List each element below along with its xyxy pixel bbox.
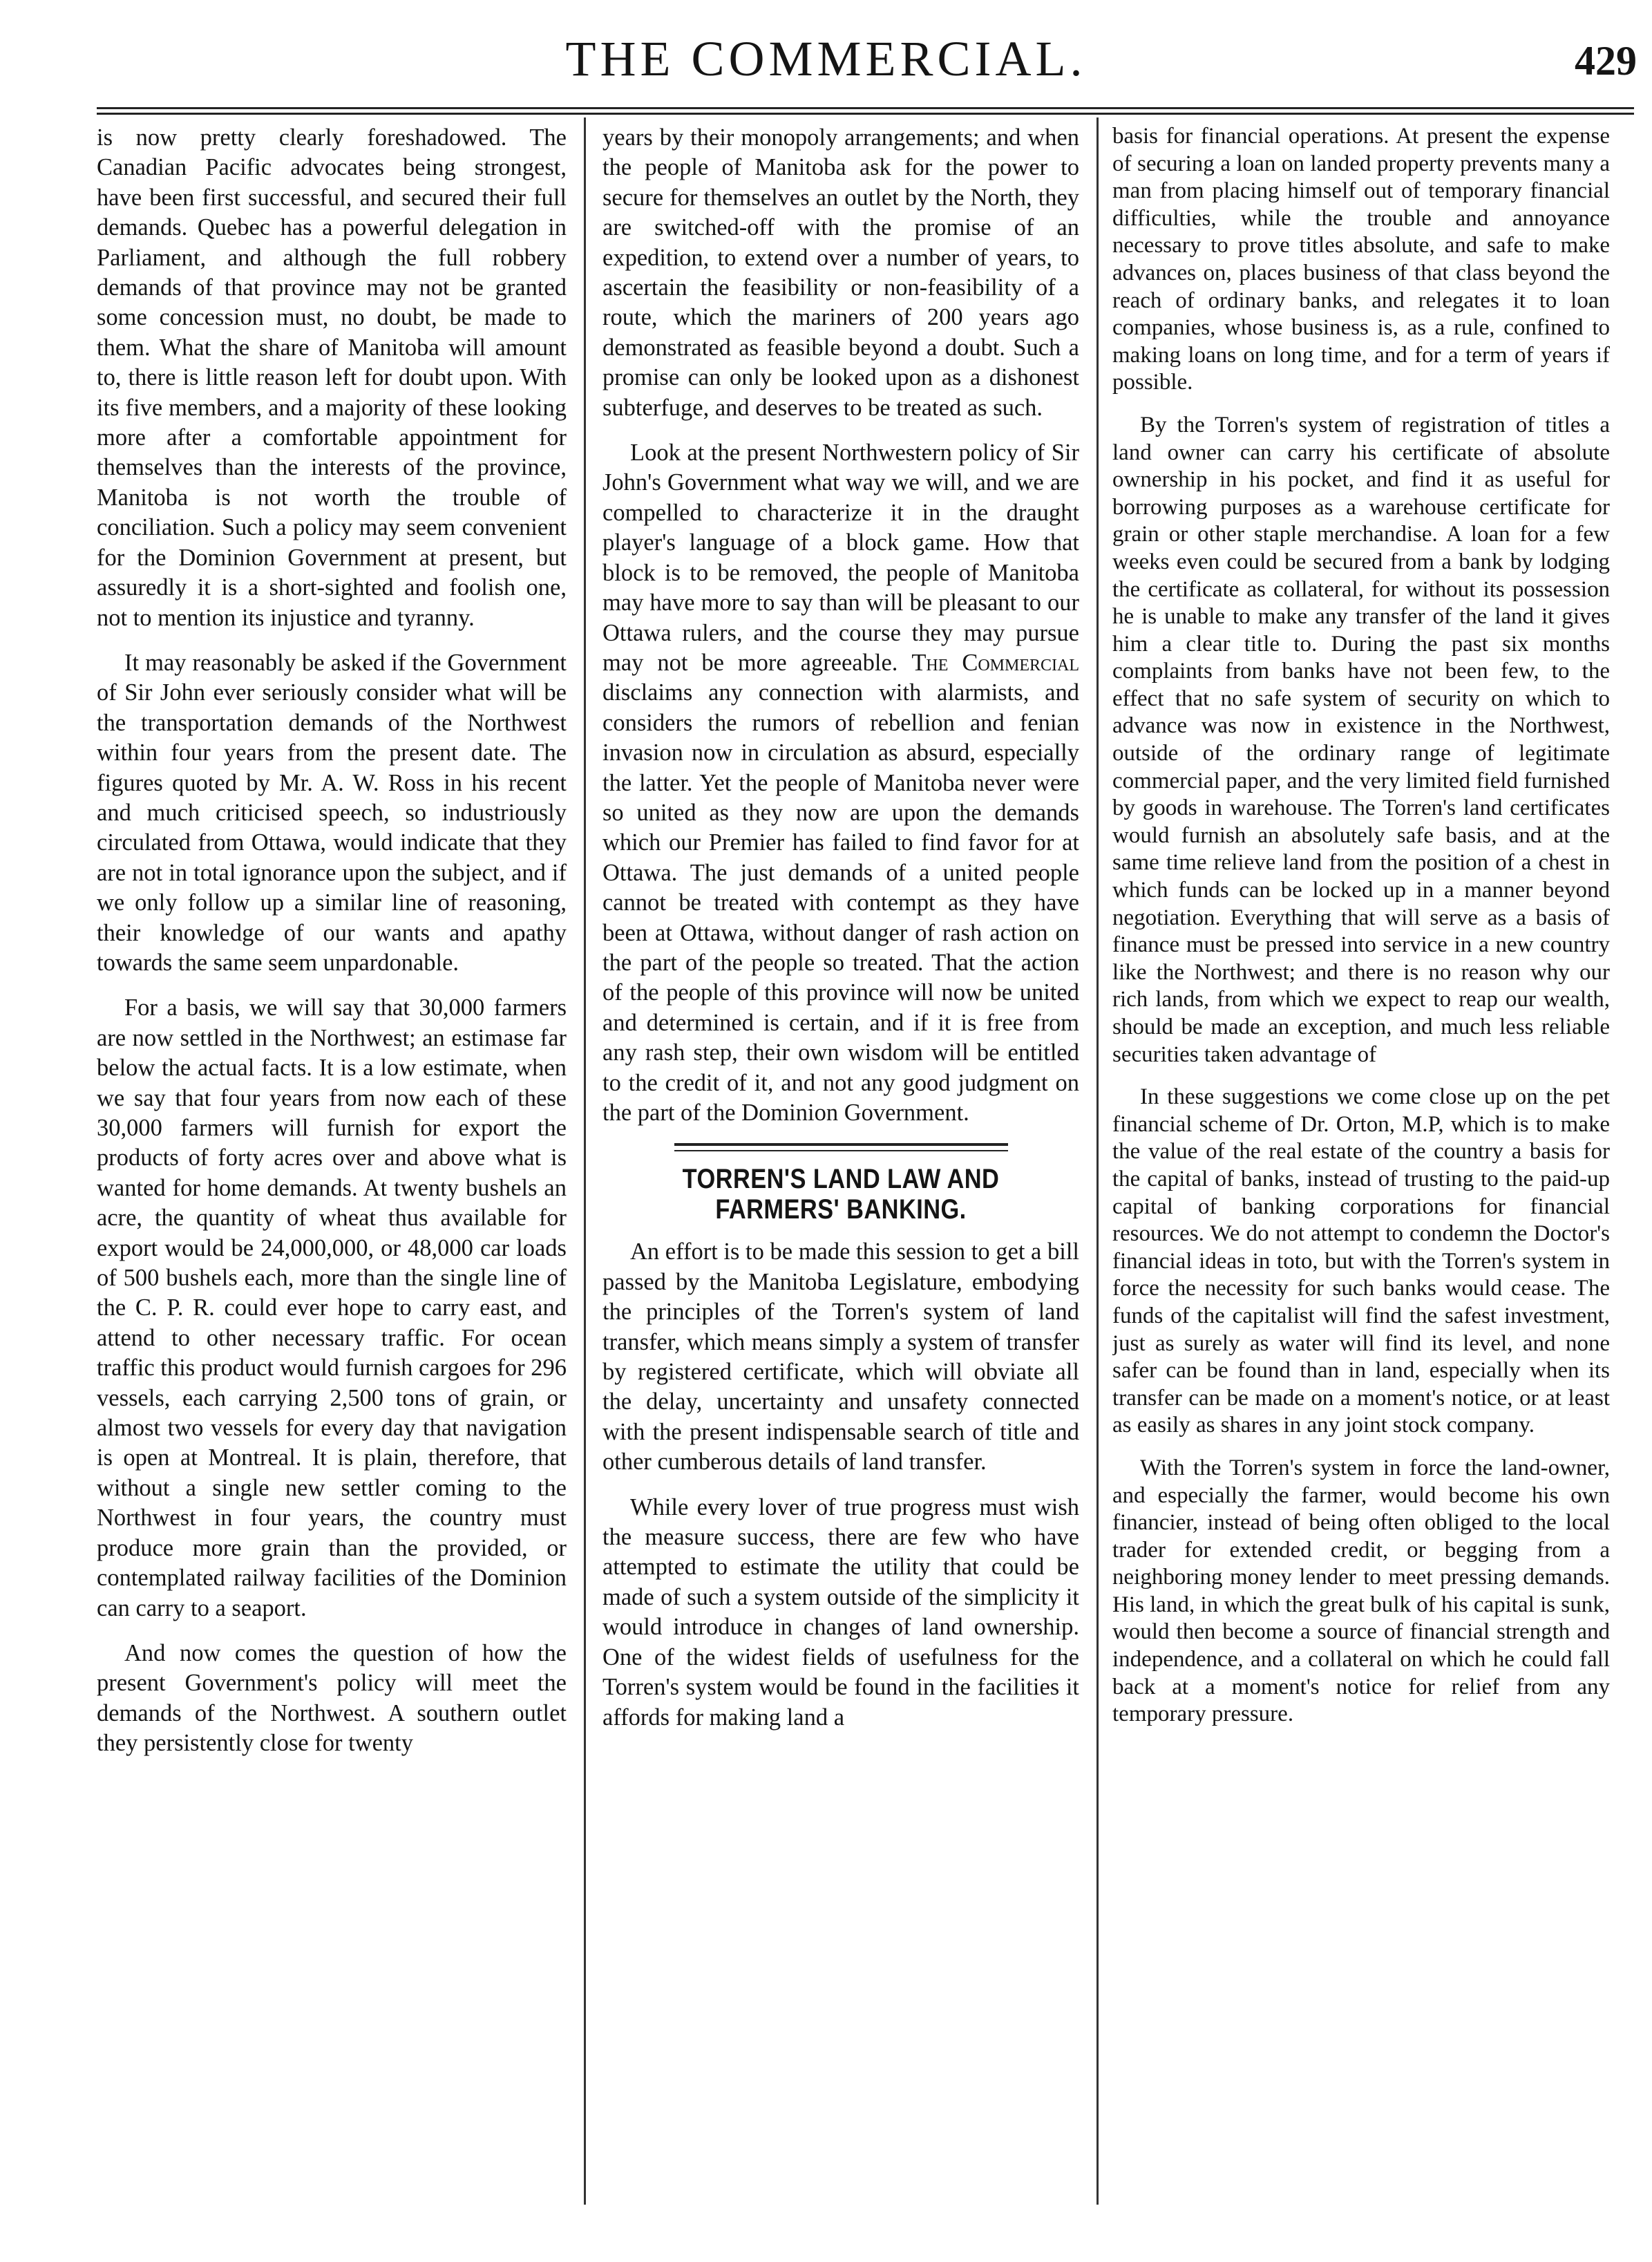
column-divider-2 — [1096, 117, 1099, 2205]
paragraph: By the Torren's system of registration of titles a land owner can carry his certificate of absolute ownership in his pocket, and find it as useful for borrowing purposes as a warehouse certificate for grain or other staple merchandise. A loan for a few weeks even could be secured from a bank by lodging the certificate as collateral, for without its possession he is unable to make any transfer of the land it gives him a clear title to. During the past six months complaints from banks have not been few, to the effect that no safe system of security on which to advance was now in existence in the Northwest, outside of the ordinary range of legitimate commercial paper, and the very limited field furnished by goods in warehouse. The Torren's land certificates would furnish an absolutely safe basis, and at the same time relieve land from the position of a chest in which funds can be locked up in a manner beyond negotiation. Everything that will serve as a basis of finance must be pressed into service in a new country like the Northwest; and there is no reason why our rich lands, from which we expect to reap our wealth, should be made an exception, and much less reliable securities taken advantage of — [1112, 412, 1610, 1067]
paragraph: is now pretty clearly foreshadowed. The Canadian Pacific advocates being strongest, have been first successful, and secured their full demands. Quebec has a powerful delegation in Parliament, and although the full robbery demands of that province may not be granted some concession must, no doubt, be made to them. What the share of Manitoba will amount to, there is little reason left for doubt upon. With its five members, and a majority of these looking more after a comfortable appointment for themselves than the interests of the province, Manitoba is not worth the trouble of conciliation. Such a policy may seem convenient for the Dominion Government at present, but assuredly it is a short-sighted and foolish one, not to mention its injustice and tyranny. — [97, 124, 567, 631]
header-rule-bottom — [97, 113, 1634, 115]
article-separator — [674, 1143, 1008, 1146]
publication-name: The Commercial — [911, 649, 1079, 676]
paragraph: An effort is to be made this session to get a bill passed by the Manitoba Legislature, embodying the principles of the Torren's system of land transfer, which means simply a system of transfer by registered certificate, which will obviate all the delay, uncertainty and unsafety connected with the present indispensable search of title and other cumberous details of land transfer. — [602, 1238, 1079, 1476]
column-divider-1 — [584, 117, 586, 2205]
column-1 — [97, 123, 567, 2238]
paragraph: While every lover of true progress must wish the measure success, there are few who have attempted to estimate the utility that could be made of such a system outside of the simplicity it would introduce in changes of land ownership. One of the widest fields of usefulness for the Torren's system would be found in the facilities it affords for making land a — [602, 1493, 1079, 1731]
paragraph: years by their monopoly arrangements; and when the people of Manitoba ask for the power to secure for themselves an outlet by the North, they are switched-off with the promise of an expedition, to extend over a number of years, to ascertain the feasibility or non-feasibility of a route, which the mariners of 200 years ago demonstrated as feasible beyond a doubt. Such a promise can only be looked upon as a dishonest subterfuge, and deserves to be treated as such. — [602, 124, 1079, 421]
newspaper-title: THE COMMERCIAL. — [565, 31, 1087, 86]
paragraph-text: Look at the present Northwestern policy of Sir John's Government what way we will, and we are compelled to characterize it in the draught player's language of a block game. How that block is to be removed, the people of Manitoba may have more to say than will be pleasant to our Ottawa rulers, and the course they may pursue may not be more agreeable. — [602, 440, 1079, 676]
article-separator-thin — [674, 1150, 1008, 1151]
paragraph: And now comes the question of how the present Government's policy will meet the demands of the Northwest. A southern outlet they persistently close for twenty — [97, 1639, 567, 1757]
paragraph: In these suggestions we come close up on the pet financial scheme of Dr. Orton, M.P, which is to make the value of the real estate of the country a basis for the capital of banks, instead of trusting to the paid-up capital of banking corporations for financial resources. We do not attempt to condemn the Doctor's financial ideas in toto, but with the Torren's system in force the necessity for such banks would cease. The funds of the capitalist will find the safest investment, just as surely as water will find its level, and none safer can be found than in land, especially when its transfer can be made on a moment's notice, or at least as easily as shares in any joint stock company. — [1112, 1084, 1610, 1438]
article-headline: TORREN'S LAND LAW AND FARMERS' BANKING. — [682, 1164, 1000, 1225]
paragraph: For a basis, we will say that 30,000 farmers are now settled in the Northwest; an estimase far below the actual facts. It is a low estimate, when we say that four years from now each of these 30,000 farmers will furnish for export the products of forty acres over and above what is wanted for home demands. At twenty bushels an acre, the quantity of wheat thus available for export would be 24,000,000, or 48,000 car loads of 500 bushels each, more than the single line of the C. P. R. could ever hope to carry east, and attend to other necessary traffic. For ocean traffic this product would furnish cargoes for 296 vessels, each carrying 2,500 tons of grain, or almost two vessels for every day that navigation is open at Montreal. It is plain, therefore, that without a single new settler coming to the Northwest in four years, the country must produce more grain than the provided, or contemplated railway facilities of the Dominion can carry to a seaport. — [97, 995, 567, 1621]
paragraph: It may reasonably be asked if the Government of Sir John ever seriously consider what will be the transportation demands of the Northwest within four years from the present date. The figures quoted by Mr. A. W. Ross in his recent and much criticised speech, so industriously circulated from Ottawa, would indicate that they are not in total ignorance upon the subject, and if we only follow up a similar line of reasoning, their knowledge of our wants and apathy towards the same seem unpardonable. — [97, 649, 567, 976]
page-number: 429 — [1575, 38, 1637, 84]
column-2 — [602, 123, 1079, 2238]
paragraph: With the Torren's system in force the land-owner, and especially the farmer, would become his own financier, instead of being often obliged to the local trader for extended credit, or begging from a neighboring money lender to meet pressing demands. His land, in which the great bulk of his capital is sunk, would then become a source of financial strength and independence, and a collateral on which he could fall back at a moment's notice for relief from any temporary pressure. — [1112, 1455, 1610, 1727]
paragraph-text: disclaims any connection with alarmists, and considers the rumors of rebellion and fenian invasion now in circulation as absurd, especially the latter. Yet the people of Manitoba never were so united as they now are upon the demands which our Premier has failed to find favor for at Ottawa. The just demands of a united people cannot be treated with contempt as they have been at Ottawa, without danger of rash action on the part of the people so treated. That the action of the people of this province will now be united and determined is certain, and if it is free from any rash step, their own wisdom will be entitled to the credit of it, and not any good judgment on the part of the Dominion Government. — [602, 679, 1079, 1126]
paragraph: basis for financial operations. At present the expense of securing a loan on landed property prevents many a man from placing himself out of temporary financial difficulties, while the trouble and annoyance necessary to prove titles absolute, and safe to make advances on, places business of that class beyond the reach of ordinary banks, and relegates it to loan companies, whose business is, as a rule, confined to making loans on long time, and for a term of years if possible. — [1112, 124, 1610, 395]
masthead — [0, 0, 1652, 104]
paragraph — [602, 438, 1079, 1128]
column-3 — [1112, 123, 1610, 2238]
header-rule-top — [97, 107, 1634, 109]
